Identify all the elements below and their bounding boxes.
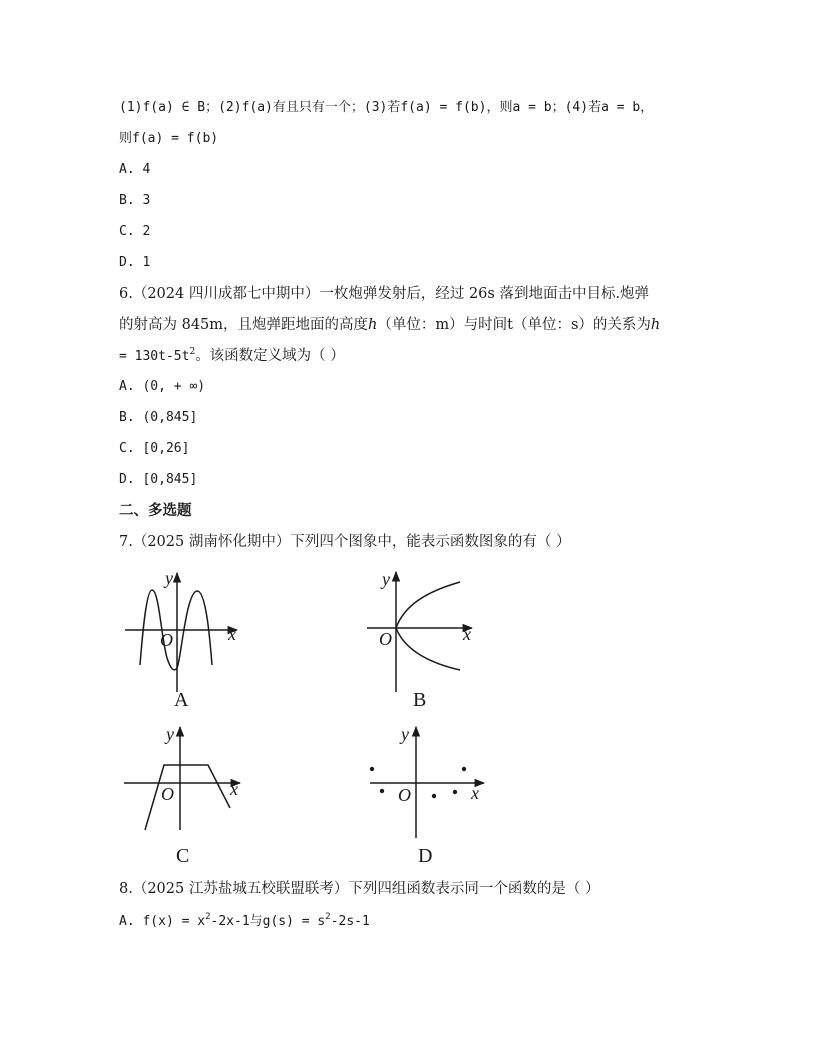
q7-stem: 7.（2025 湖南怀化期中）下列四个图象中，能表示函数图象的有（ ） (119, 534, 571, 550)
q6-stem-line2-b: （单位：m）与时间t（单位：s）的关系为 (377, 317, 651, 333)
q8-stem: 8.（2025 江苏盐城五校联盟联考）下列四组函数表示同一个函数的是（ ） (119, 881, 600, 897)
graph-c-origin-label: O (161, 784, 174, 804)
q6-stem-line2-a: 的射高为 845m，且炮弹距地面的高度 (119, 317, 369, 333)
graph-c-x-label: x (230, 779, 238, 799)
graph-d-point (432, 794, 436, 798)
q5-statement-line2: 则f(a) = f(b) (119, 131, 219, 146)
q6-var-h: h (368, 317, 378, 333)
graph-c (124, 727, 240, 830)
q5-option-b: B. 3 (119, 193, 151, 208)
graph-b-x-label: x (463, 624, 471, 644)
q8-option-a-exp1: 2 (205, 912, 211, 922)
graph-c-y-label: y (166, 724, 174, 744)
graph-d-x-label: x (471, 783, 479, 803)
graph-b-origin-label: O (379, 629, 392, 649)
graph-c-caption: C (176, 845, 190, 867)
graph-a-caption: A (174, 689, 189, 711)
q5-statement-line1: (1)f(a) ∈ B；(2)f(a)有且只有一个；(3)若f(a) = f(b)，则a = b；(4)若a = b， (119, 100, 654, 115)
q8-option-a (119, 912, 370, 932)
graph-a-x-label: x (228, 624, 236, 644)
graph-b-y-label: y (382, 569, 390, 589)
q5-option-d: D. 1 (119, 255, 151, 270)
q6-option-b: B. (0,845] (119, 410, 198, 425)
graph-d-origin-label: O (398, 785, 411, 805)
graph-d-point (453, 790, 457, 794)
graph-d-point (380, 789, 384, 793)
graph-a-origin-label: O (160, 630, 173, 650)
graph-d-y-label: y (401, 724, 409, 744)
q5-option-a: A. 4 (119, 162, 151, 177)
graph-d (370, 727, 484, 838)
section-heading-multi-choice: 二、多选题 (119, 503, 192, 519)
q8-option-a-part2: -2x-1与g(s) = s (210, 914, 326, 929)
graph-b-curve (396, 582, 460, 670)
graph-d-caption: D (418, 845, 433, 867)
q8-option-a-part3: -2s-1 (330, 914, 370, 929)
q8-option-a-exp2: 2 (325, 912, 331, 922)
graph-d-point (462, 767, 466, 771)
q6-formula-exp: 2 (189, 347, 196, 357)
q6-stem-line3-b: 。该函数定义域为（ ） (195, 348, 345, 364)
graph-c-curve (145, 765, 230, 830)
q6-option-d: D. [0,845] (119, 472, 198, 487)
q6-option-a: A. (0, + ∞) (119, 379, 206, 394)
q5-option-c: C. 2 (119, 224, 151, 239)
graph-b-caption: B (413, 689, 427, 711)
graph-a-y-label: y (165, 568, 173, 588)
q6-formula: = 130t-5t (119, 349, 190, 364)
q6-var-h-2: h (650, 317, 661, 333)
q6-option-c: C. [0,26] (119, 441, 190, 456)
q6-stem-line1: 6.（2024 四川成都七中期中）一枚炮弹发射后，经过 26s 落到地面击中目标.炮弹 (119, 286, 650, 302)
graph-d-point (370, 767, 374, 771)
graph-a (125, 573, 237, 692)
q8-option-a-part1: A. f(x) = x (119, 914, 206, 929)
